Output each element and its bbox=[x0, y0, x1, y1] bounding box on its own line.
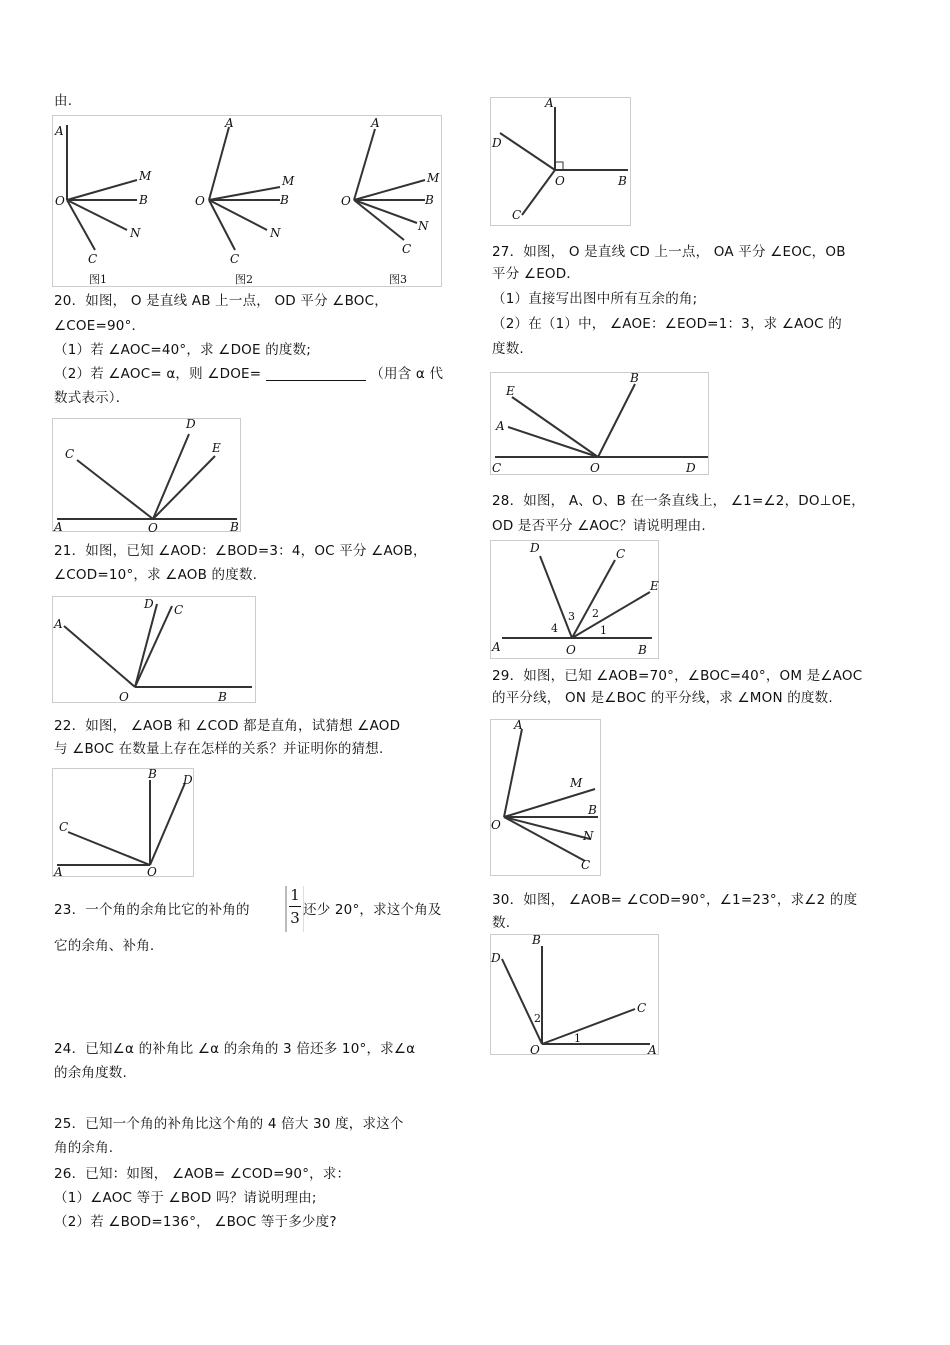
label-B: B bbox=[638, 643, 647, 657]
label-D: D bbox=[144, 597, 154, 611]
fraction-numerator: 1 bbox=[290, 886, 300, 904]
label-C: C bbox=[59, 820, 69, 834]
label-B: B bbox=[588, 803, 597, 817]
label-B: B bbox=[148, 767, 157, 781]
label-D: D bbox=[492, 136, 502, 150]
q27-line3: （1）直接写出图中所有互余的角; bbox=[492, 291, 698, 307]
label-A: A bbox=[225, 116, 234, 130]
label-B: B bbox=[532, 933, 541, 947]
label-C: C bbox=[512, 208, 522, 222]
label-A: A bbox=[54, 617, 63, 631]
q30-line2: 数. bbox=[492, 915, 511, 931]
label-E: E bbox=[506, 384, 515, 398]
label-B: B bbox=[630, 371, 639, 385]
angle-label-3: 3 bbox=[568, 610, 575, 623]
label-A: A bbox=[545, 96, 554, 110]
caption-fig3: 图3 bbox=[389, 273, 407, 286]
label-C: C bbox=[88, 252, 98, 266]
label-N: N bbox=[418, 219, 429, 233]
q23-line1a: 23．一个角的余角比它的补角的 bbox=[54, 902, 250, 918]
label-A: A bbox=[496, 419, 505, 433]
label-A: A bbox=[55, 124, 64, 138]
figure-q26 bbox=[490, 97, 632, 227]
figure-q27 bbox=[490, 372, 710, 476]
q25-line2: 角的余角. bbox=[54, 1140, 114, 1156]
figure-q20 bbox=[52, 418, 242, 533]
label-M: M bbox=[139, 169, 152, 183]
label-A: A bbox=[371, 116, 380, 130]
label-D: D bbox=[530, 541, 540, 555]
label-C: C bbox=[65, 447, 75, 461]
figure-q29 bbox=[490, 719, 602, 877]
label-N: N bbox=[270, 226, 281, 240]
label-O: O bbox=[491, 818, 501, 832]
q28-line1: 28．如图， A、O、B 在一条直线上， ∠1=∠2，DO⊥OE， bbox=[492, 493, 865, 509]
q22-line2: 与 ∠BOC 在数量上存在怎样的关系？并证明你的猜想. bbox=[54, 741, 384, 757]
label-A: A bbox=[492, 640, 501, 654]
label-A: A bbox=[648, 1043, 657, 1057]
figure-q28 bbox=[490, 540, 660, 660]
q27-line5: 度数. bbox=[492, 341, 524, 357]
q20-line5: 数式表示）． bbox=[54, 390, 130, 406]
label-M: M bbox=[570, 776, 583, 790]
label-C: C bbox=[230, 252, 240, 266]
angle-label-2: 2 bbox=[592, 607, 599, 620]
q20-line4-tail: （用含 α 代 bbox=[370, 366, 444, 382]
label-C: C bbox=[174, 603, 184, 617]
label-B: B bbox=[280, 193, 289, 207]
label-M: M bbox=[282, 174, 295, 188]
label-C: C bbox=[402, 242, 412, 256]
caption-fig1: 图1 bbox=[89, 273, 107, 286]
label-O: O bbox=[55, 194, 65, 208]
q26-line3: （2）若 ∠BOD=136°， ∠BOC 等于多少度? bbox=[54, 1214, 337, 1230]
q27-line4: （2）在（1）中， ∠AOE：∠EOD=1：3，求 ∠AOC 的 bbox=[492, 316, 843, 332]
label-O: O bbox=[195, 194, 205, 208]
label-A: A bbox=[54, 865, 63, 879]
label-O: O bbox=[341, 194, 351, 208]
angle-label-4: 4 bbox=[551, 622, 558, 635]
label-N: N bbox=[130, 226, 141, 240]
label-B: B bbox=[218, 690, 227, 704]
angle-label-2: 2 bbox=[534, 1012, 541, 1025]
q29-line2: 的平分线， ON 是∠BOC 的平分线，求 ∠MON 的度数. bbox=[492, 690, 833, 706]
label-O: O bbox=[147, 865, 157, 879]
label-D: D bbox=[186, 417, 196, 431]
label-C: C bbox=[616, 547, 626, 561]
label-B: B bbox=[618, 174, 627, 188]
figure-q21 bbox=[52, 596, 257, 704]
label-B: B bbox=[425, 193, 434, 207]
q20-line4-text: （2）若 ∠AOC= α，则 ∠DOE= bbox=[54, 366, 262, 382]
q24-line1: 24．已知∠α 的补角比 ∠α 的余角的 3 倍还多 10°，求∠α bbox=[54, 1041, 416, 1057]
q29-line1: 29．如图，已知 ∠AOB=70°，∠BOC=40°，OM 是∠AOC bbox=[492, 668, 863, 684]
q21-line1: 21．如图，已知 ∠AOD：∠BOD=3：4，OC 平分 ∠AOB， bbox=[54, 543, 427, 559]
fraction-denominator: 3 bbox=[290, 909, 300, 927]
label-A: A bbox=[514, 718, 523, 732]
label-A: A bbox=[54, 520, 63, 534]
caption-fig2: 图2 bbox=[235, 273, 253, 286]
q25-line1: 25．已知一个角的补角比这个角的 4 倍大 30 度，求这个 bbox=[54, 1116, 404, 1132]
q20-line2: ∠COE=90°． bbox=[54, 318, 146, 334]
angle-label-1: 1 bbox=[574, 1032, 581, 1045]
answer-blank[interactable] bbox=[266, 368, 366, 381]
fraction-one-third bbox=[285, 886, 304, 932]
figure-q19 bbox=[52, 115, 442, 287]
q27-line1: 27．如图， O 是直线 CD 上一点， OA 平分 ∠EOC，OB bbox=[492, 244, 846, 260]
label-E: E bbox=[650, 579, 659, 593]
intro-text: 由. bbox=[54, 93, 73, 109]
label-O: O bbox=[566, 643, 576, 657]
angle-label-1: 1 bbox=[600, 624, 607, 637]
label-E: E bbox=[212, 441, 221, 455]
q24-line2: 的余角度数. bbox=[54, 1065, 127, 1081]
q21-line2: ∠COD=10°，求 ∠AOB 的度数. bbox=[54, 567, 258, 583]
fraction-bar bbox=[289, 906, 301, 907]
label-B: B bbox=[230, 520, 239, 534]
label-B: B bbox=[139, 193, 148, 207]
q20-line1: 20．如图， O 是直线 AB 上一点， OD 平分 ∠BOC， bbox=[54, 293, 388, 309]
label-C: C bbox=[492, 461, 502, 475]
q22-line1: 22．如图， ∠AOB 和 ∠COD 都是直角，试猜想 ∠AOD bbox=[54, 718, 401, 734]
label-D: D bbox=[686, 461, 696, 475]
q28-line2: OD 是否平分 ∠AOC？请说明理由. bbox=[492, 518, 706, 534]
q30-line1: 30．如图， ∠AOB= ∠COD=90°，∠1=23°，求∠2 的度 bbox=[492, 892, 858, 908]
q26-line2: （1）∠AOC 等于 ∠BOD 吗？请说明理由; bbox=[54, 1190, 317, 1206]
label-C: C bbox=[581, 858, 591, 872]
q20-line4 bbox=[54, 365, 443, 383]
label-M: M bbox=[427, 171, 440, 185]
q23-line2: 它的余角、补角. bbox=[54, 938, 155, 954]
label-O: O bbox=[119, 690, 129, 704]
q20-line3: （1）若 ∠AOC=40°，求 ∠DOE 的度数; bbox=[54, 342, 312, 358]
label-N: N bbox=[583, 829, 594, 843]
figure-q30 bbox=[490, 934, 660, 1056]
q23-line1b: 还少 20°，求这个角及 bbox=[303, 902, 442, 918]
label-O: O bbox=[148, 521, 158, 535]
label-O: O bbox=[590, 461, 600, 475]
q26-line1: 26．已知：如图， ∠AOB= ∠COD=90°，求： bbox=[54, 1166, 351, 1182]
label-D: D bbox=[491, 951, 501, 965]
label-O: O bbox=[555, 174, 565, 188]
q27-line2: 平分 ∠EOD． bbox=[492, 266, 581, 282]
label-O: O bbox=[530, 1043, 540, 1057]
label-C: C bbox=[637, 1001, 647, 1015]
label-D: D bbox=[183, 773, 193, 787]
figure-q22 bbox=[52, 768, 195, 878]
